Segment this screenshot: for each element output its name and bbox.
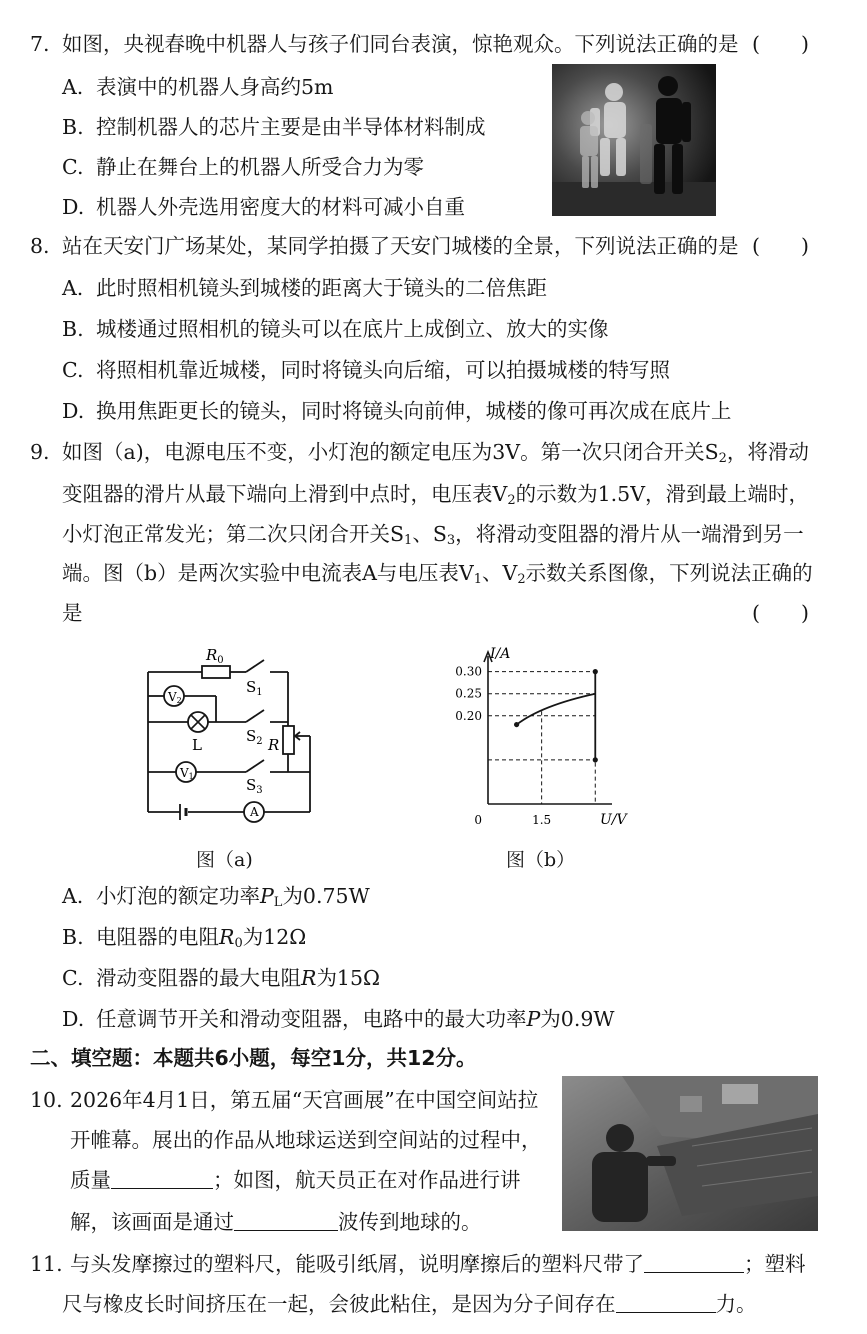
voltmeter-v1-label: V1	[180, 766, 194, 781]
option-text: 为15Ω	[316, 966, 381, 990]
question-7-option-a[interactable]	[62, 77, 333, 98]
question-10-line-1: 2026年4月1日，第五届“天宫画展”在中国空间站拉	[70, 1088, 539, 1112]
robot-performance-photo	[552, 64, 716, 216]
subscript: 3	[446, 533, 456, 548]
battery	[180, 804, 186, 820]
rheostat-label: R	[268, 736, 280, 754]
question-7-stem: 如图，央视春晚中机器人与孩子们同台表演，惊艳观众。下列说法正确的是	[62, 32, 739, 56]
text-run: ，将滑动	[726, 440, 809, 464]
option-label: C.	[62, 155, 84, 179]
option-label: A.	[62, 884, 84, 908]
question-8-option-a[interactable]	[62, 278, 547, 299]
option-variable: P	[260, 884, 274, 908]
ammeter-label: A	[250, 805, 259, 819]
text-run: 力。	[715, 1292, 757, 1316]
option-label: C.	[62, 966, 84, 990]
option-text: 滑动变阻器的最大电阻	[96, 966, 301, 990]
option-text: 换用焦距更长的镜头，同时将镜头向前伸，城楼的像可再次成在底片上	[96, 399, 732, 423]
question-10-line-2: 开帷幕。展出的作品从地球运送到空间站的过程中，	[70, 1128, 542, 1152]
question-10-line-3	[70, 1170, 521, 1191]
switch-s1	[246, 660, 264, 672]
question-7-number: 7.	[30, 32, 50, 56]
option-text: 控制机器人的芯片主要是由半导体材料制成	[96, 115, 486, 139]
data-point	[514, 722, 519, 727]
y-tick-label: 0.30	[455, 664, 482, 679]
question-11-number: 11.	[30, 1252, 63, 1276]
switch-s2	[246, 710, 264, 722]
text-run: ；塑料	[744, 1252, 806, 1276]
figure-b-caption: 图（b）	[506, 849, 576, 871]
option-text: 此时照相机镜头到城楼的距离大于镜头的二倍焦距	[96, 276, 547, 300]
option-variable: R	[219, 925, 235, 949]
option-text: 为0.9W	[540, 1007, 615, 1031]
text-run: 如图（a)，电源电压不变，小灯泡的额定电压为3V。第一次只闭合开关S	[62, 440, 719, 464]
subscript: 2	[507, 493, 516, 508]
question-7-option-c[interactable]	[62, 157, 424, 178]
text-run: 端。图（b）是两次实验中电流表A与电压表V	[62, 561, 474, 585]
s1-label: $S_1$	[246, 678, 263, 698]
option-variable: P	[526, 1007, 541, 1031]
text-run: 的示数为1.5V，滑到最上端时，	[515, 482, 809, 506]
question-9-line-4	[62, 563, 813, 586]
figure-a-caption: 图（a)	[196, 849, 253, 871]
resistor-r0	[202, 666, 230, 678]
option-label: D.	[62, 1007, 85, 1031]
y-axis-label: I/A	[490, 646, 511, 662]
subscript: 2	[517, 572, 526, 587]
text-run: 与头发摩擦过的塑料尺，能吸引纸屑，说明摩擦后的塑料尺带了	[70, 1252, 644, 1276]
text-run: 波传到地球的。	[338, 1210, 482, 1234]
y-tick-label: 0.20	[455, 708, 482, 723]
option-text: 表演中的机器人身高约5m	[96, 75, 334, 99]
voltmeter-v2-label: V2	[168, 690, 182, 705]
question-8-answer-paren: ( )	[752, 234, 809, 258]
option-label: B.	[62, 925, 84, 949]
subscript: 1	[404, 533, 413, 548]
option-text: 小灯泡的额定功率	[96, 884, 260, 908]
answer-blank[interactable]	[644, 1254, 744, 1273]
question-7-option-b[interactable]	[62, 117, 486, 138]
text-run: 变阻器的滑片从最下端向上滑到中点时，电压表V	[62, 482, 508, 506]
text-run: 解，该画面是通过	[70, 1210, 234, 1234]
switch-s3	[246, 760, 264, 772]
option-text: 任意调节开关和滑动变阻器，电路中的最大功率	[96, 1007, 527, 1031]
data-point	[593, 757, 598, 762]
option-label: D.	[62, 399, 85, 423]
subscript: 2	[718, 451, 727, 466]
series-curve	[517, 694, 596, 725]
text-run: 示数关系图像，下列说法正确的	[525, 561, 813, 585]
lamp-label: L	[192, 736, 202, 754]
question-9-line-2	[62, 484, 809, 507]
question-11-line-2	[62, 1294, 757, 1315]
question-9-option-b[interactable]	[62, 927, 306, 950]
option-text: 为12Ω	[242, 925, 307, 949]
question-8-stem: 站在天安门广场某处，某同学拍摄了天安门城楼的全景，下列说法正确的是	[62, 234, 739, 258]
subscript: L	[273, 895, 283, 910]
section-2-heading: 二、填空题：本题共6小题，每空1分，共12分。	[30, 1046, 477, 1070]
option-label: A.	[62, 276, 84, 300]
text-run: 、V	[482, 561, 518, 585]
option-text: 机器人外壳选用密度大的材料可减小自重	[96, 195, 465, 219]
question-9-number: 9.	[30, 440, 50, 464]
option-text: 为0.75W	[282, 884, 370, 908]
question-9-option-a[interactable]	[62, 886, 370, 909]
text-run: ；如图，航天员正在对作品进行讲	[213, 1168, 521, 1192]
question-8-option-d[interactable]	[62, 401, 732, 422]
option-variable: R	[301, 966, 317, 990]
question-10-line-4	[70, 1212, 482, 1233]
y-tick-label: 0.25	[455, 686, 482, 701]
space-station-photo	[562, 1076, 818, 1231]
question-8-number: 8.	[30, 234, 50, 258]
text-run: ，将滑动变阻器的滑片从一端滑到另一	[455, 522, 804, 546]
subscript: 0	[234, 936, 243, 951]
subscript: 1	[473, 572, 483, 587]
question-10-number: 10.	[30, 1088, 63, 1112]
answer-blank[interactable]	[616, 1294, 716, 1313]
rheostat-r	[283, 726, 294, 754]
option-label: D.	[62, 195, 85, 219]
text-run: 尺与橡皮长时间挤压在一起，会彼此粘住，是因为分子间存在	[62, 1292, 616, 1316]
option-label: B.	[62, 317, 84, 341]
x-axis-label: U/V	[600, 812, 627, 828]
text-run: 小灯泡正常发光；第二次只闭合开关S	[62, 522, 405, 546]
question-8-option-c[interactable]	[62, 360, 670, 381]
text-run: 质量	[70, 1168, 111, 1192]
question-9-line-3	[62, 524, 804, 547]
question-8-option-b[interactable]	[62, 319, 609, 340]
answer-blank[interactable]	[234, 1212, 338, 1231]
option-text: 静止在舞台上的机器人所受合力为零	[96, 155, 424, 179]
option-text: 将照相机靠近城楼，同时将镜头向后缩，可以拍摄城楼的特写照	[96, 358, 670, 382]
option-label: C.	[62, 358, 84, 382]
question-11-line-1	[70, 1254, 806, 1275]
question-7-option-d[interactable]	[62, 197, 465, 218]
option-label: A.	[62, 75, 84, 99]
s2-label: $S_2$	[246, 727, 263, 747]
question-9-line-5: 是	[62, 601, 83, 625]
s3-label: $S_3$	[246, 776, 263, 796]
answer-blank[interactable]	[111, 1170, 213, 1189]
question-9-line-1	[62, 442, 809, 465]
question-9-answer-paren: ( )	[752, 601, 809, 625]
data-point	[593, 669, 598, 674]
circuit-diagram	[130, 638, 330, 838]
r0-label: $R_0$	[206, 646, 224, 666]
option-text: 城楼通过照相机的镜头可以在底片上成倒立、放大的实像	[96, 317, 609, 341]
option-text: 电阻器的电阻	[96, 925, 219, 949]
question-9-option-c[interactable]	[62, 968, 380, 989]
origin-label: 0	[474, 813, 482, 827]
option-label: B.	[62, 115, 84, 139]
question-7-answer-paren: ( )	[752, 32, 809, 56]
text-run: 、S	[412, 522, 447, 546]
lamp-l	[188, 712, 208, 732]
question-9-option-d[interactable]	[62, 1009, 614, 1030]
x-tick-label: 1.5	[532, 813, 552, 827]
iu-graph	[440, 644, 627, 834]
